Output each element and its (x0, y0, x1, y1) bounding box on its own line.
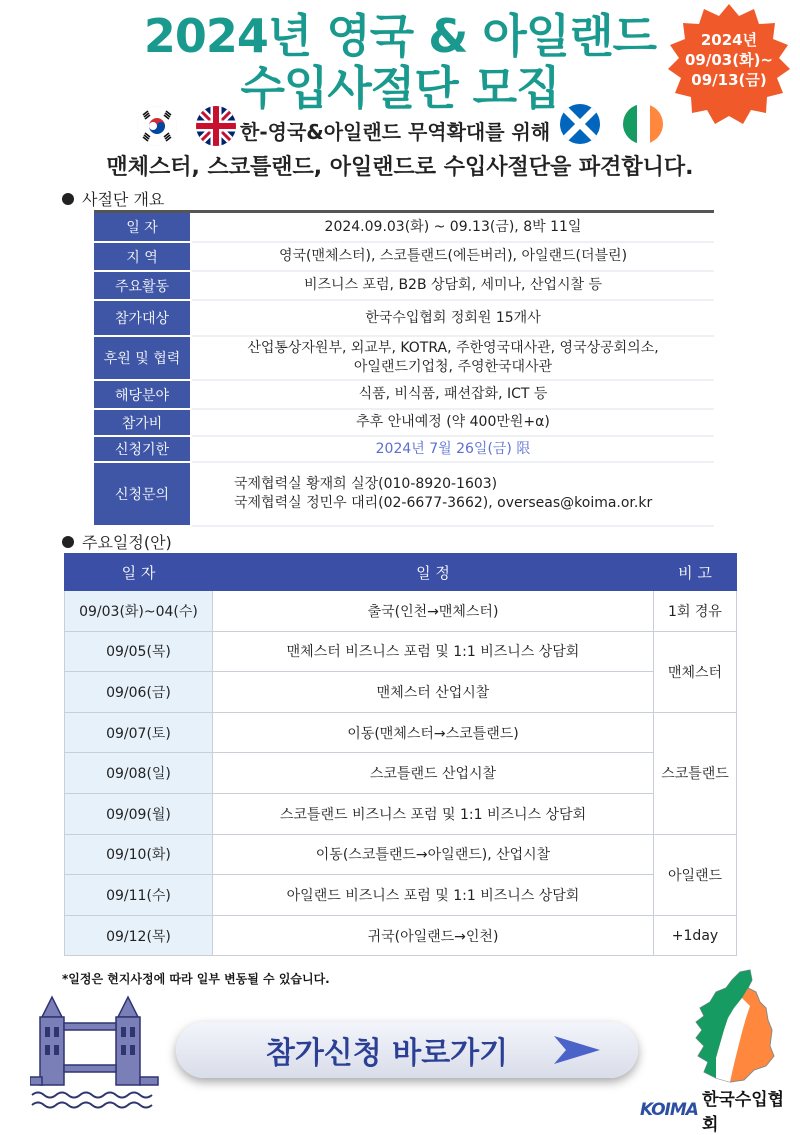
schedule-section-title: 주요일정(안) (62, 530, 172, 553)
schedule-plan: 출국(인천→맨체스터) (213, 591, 654, 632)
schedule-date: 09/08(일) (65, 753, 213, 794)
overview-section-title: 사절단 개요 (62, 187, 164, 210)
schedule-date: 09/10(화) (65, 834, 213, 875)
overview-label: 주요활동 (94, 272, 190, 301)
overview-value (192, 337, 714, 381)
overview-label: 참가비 (94, 410, 190, 437)
table-row (65, 631, 737, 672)
schedule-date: 09/12(목) (65, 915, 213, 956)
overview-row (94, 243, 714, 272)
deadline-value: 2024년 7월 26일(금) 限 (192, 437, 714, 463)
header-date: 일 자 (65, 554, 213, 591)
header-note: 비 고 (654, 554, 737, 591)
overview-label: 신청기한 (94, 437, 190, 463)
overview-row (94, 410, 714, 437)
schedule-plan: 귀국(아일랜드→인천) (213, 915, 654, 956)
schedule-plan: 맨체스터 산업시찰 (213, 672, 654, 713)
table-row (65, 712, 737, 753)
badge-end: 09/13(금) (691, 71, 767, 89)
overview-value: 비즈니스 포럼, B2B 상담회, 세미나, 산업시찰 등 (192, 272, 714, 301)
apply-button-label: 참가신청 바로가기 (265, 1036, 509, 1071)
schedule-note: +1day (654, 915, 737, 956)
tower-bridge-icon (30, 995, 162, 1124)
overview-row (94, 381, 714, 410)
overview-value-line: 산업통상자원부, 외교부, KOTRA, 주한영국대사관, 영국상공회의소, (247, 340, 659, 356)
overview-label: 해당분야 (94, 381, 190, 410)
overview-value: 추후 안내예정 (약 400만원+α) (192, 410, 714, 437)
schedule-date: 09/07(토) (65, 712, 213, 753)
overview-row (94, 301, 714, 337)
schedule-plan: 아일랜드 비즈니스 포럼 및 1:1 비즈니스 상담회 (213, 875, 654, 916)
overview-row (94, 213, 714, 243)
schedule-date: 09/03(화)~04(수) (65, 591, 213, 632)
schedule-date: 09/09(월) (65, 793, 213, 834)
schedule-table (64, 553, 737, 956)
schedule-note: 아일랜드 (654, 834, 737, 915)
overview-value: 식품, 비식품, 패션잡화, ICT 등 (192, 381, 714, 410)
schedule-date: 09/06(금) (65, 672, 213, 713)
table-row (65, 875, 737, 916)
title-line2: 수입사절단 모집 (240, 61, 560, 115)
ireland-flag-icon (623, 104, 663, 144)
schedule-footnote: *일정은 현지사정에 따라 일부 변동될 수 있습니다. (62, 972, 330, 986)
overview-value: 영국(맨체스터), 스코틀랜드(에든버러), 아일랜드(더블린) (192, 243, 714, 272)
overview-row (94, 463, 714, 527)
overview-value-line: 아일랜드기업청, 주영한국대사관 (353, 359, 553, 375)
table-row (65, 834, 737, 875)
logo-mark: KOIMA (640, 1100, 698, 1120)
schedule-note: 1회 경유 (654, 591, 737, 632)
overview-label: 후원 및 협력 (94, 337, 190, 381)
subtitle-dispatch: 맨체스터, 스코틀랜드, 아일랜드로 수입사절단을 파견합니다. (106, 155, 694, 180)
overview-row (94, 337, 714, 381)
schedule-plan: 스코틀랜드 비즈니스 포럼 및 1:1 비즈니스 상담회 (213, 793, 654, 834)
table-row (65, 672, 737, 713)
contact-line-1: 국제협력실 황재희 실장(010-8920-1603) (234, 476, 498, 492)
apply-button[interactable] (176, 1022, 638, 1078)
overview-label: 신청문의 (94, 463, 190, 527)
table-row (65, 793, 737, 834)
schedule-plan: 스코틀랜드 산업시찰 (213, 753, 654, 794)
schedule-date: 09/05(목) (65, 631, 213, 672)
uk-flag-icon (196, 106, 236, 146)
date-badge (665, 2, 793, 130)
schedule-note: 스코틀랜드 (654, 712, 737, 834)
overview-value: 한국수입협회 정회원 15개사 (192, 301, 714, 337)
koima-logo (640, 1090, 800, 1135)
table-row (65, 915, 737, 956)
schedule-plan: 이동(스코틀랜드→아일랜드), 산업시찰 (213, 834, 654, 875)
table-row (65, 591, 737, 632)
overview-value: 2024.09.03(화) ~ 09.13(금), 8박 11일 (192, 213, 714, 243)
overview-row (94, 437, 714, 463)
schedule-date: 09/11(수) (65, 875, 213, 916)
logo-text: 한국수입협회 (701, 1090, 785, 1135)
scotland-flag-icon (560, 104, 600, 144)
contact-line-2: 국제협력실 정민우 대리(02-6677-3662), overseas@koima.or.kr (234, 495, 653, 511)
schedule-header-row (65, 554, 737, 591)
overview-label: 일 자 (94, 213, 190, 243)
badge-year: 2024년 (700, 31, 758, 49)
ireland-map-icon (690, 968, 780, 1092)
badge-start: 09/03(화)~ (685, 51, 773, 69)
arrow-right-icon (552, 1034, 602, 1066)
table-row (65, 753, 737, 794)
header-plan: 일 정 (213, 554, 654, 591)
overview-label: 지 역 (94, 243, 190, 272)
subtitle-purpose: 한-영국&아일랜드 무역확대를 위해 (240, 120, 551, 144)
overview-label: 참가대상 (94, 301, 190, 337)
schedule-plan: 이동(맨체스터→스코틀랜드) (213, 712, 654, 753)
title-line1: 2024년 영국 & 아일랜드 (143, 9, 657, 63)
overview-row (94, 272, 714, 301)
korea-flag-icon (137, 106, 177, 146)
schedule-note: 맨체스터 (654, 631, 737, 712)
schedule-plan: 맨체스터 비즈니스 포럼 및 1:1 비즈니스 상담회 (213, 631, 654, 672)
contact-value (192, 463, 714, 527)
